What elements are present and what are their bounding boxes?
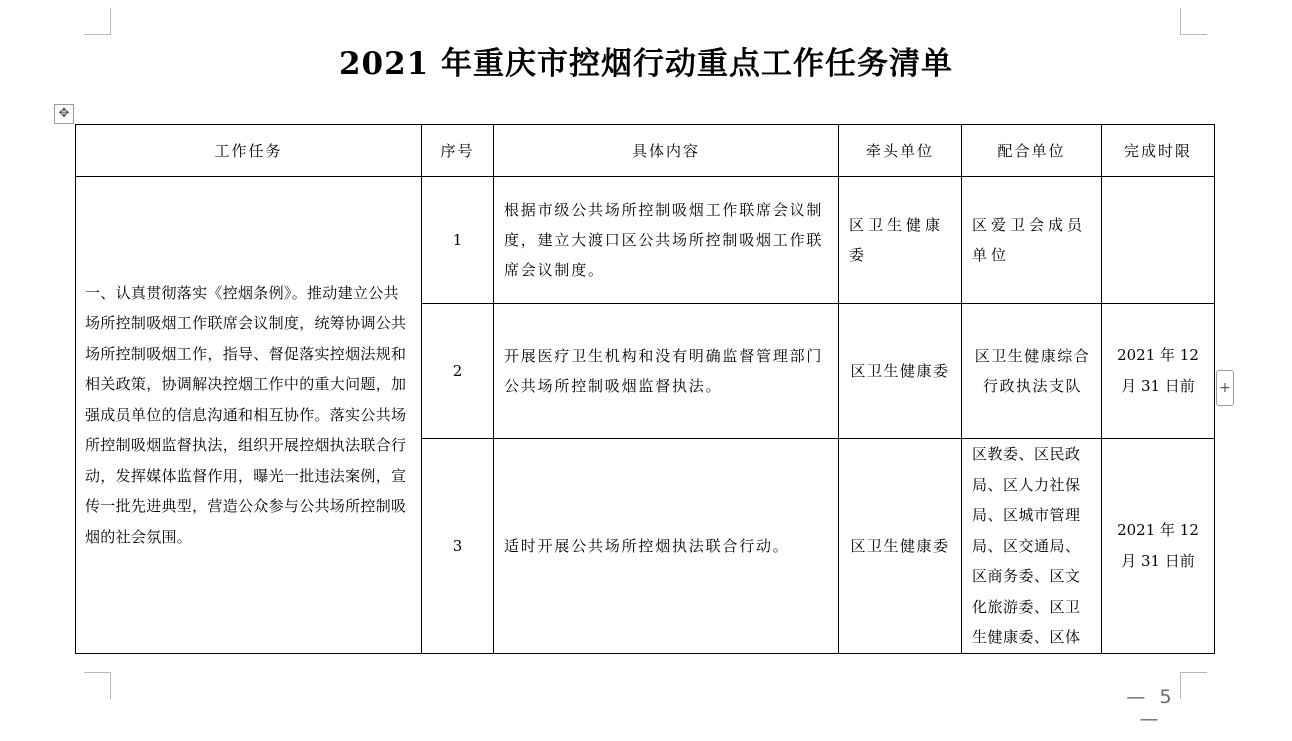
header-cooperating-unit: 配合单位: [962, 125, 1102, 177]
deadline-cell[interactable]: 2021 年 12 月 31 日前: [1102, 304, 1215, 439]
cooperating-unit-cell[interactable]: 区教委、区民政局、区人力社保局、区城市管理局、区交通局、区商务委、区文化旅游委、区卫生健康委、区体: [962, 439, 1102, 654]
add-row-icon[interactable]: +: [1216, 370, 1234, 406]
header-row: [76, 125, 1215, 177]
header-deadline: 完成时限: [1102, 125, 1215, 177]
content-cell[interactable]: 开展医疗卫生机构和没有明确监督管理部门公共场所控制吸烟监督执法。: [494, 304, 839, 439]
seq-cell[interactable]: 2: [422, 304, 494, 439]
content-cell[interactable]: 适时开展公共场所控烟执法联合行动。: [494, 439, 839, 654]
header-lead-unit: 牵头单位: [839, 125, 962, 177]
crop-mark-top-right: [1180, 8, 1207, 35]
header-task: 工作任务: [76, 125, 422, 177]
seq-cell[interactable]: 1: [422, 177, 494, 304]
task-group-cell[interactable]: 一、认真贯彻落实《控烟条例》。推动建立公共场所控制吸烟工作联席会议制度，统筹协调公共场所控制吸烟工作，指导、督促落实控烟法规和相关政策，协调解决控烟工作中的重大问题，加强成员单位的信息沟通和相互协作。落实公共场所控制吸烟监督执法，组织开展控烟执法联合行动，发挥媒体监督作用，曝光一批违法案例，宣传一批先进典型，营造公众参与公共场所控制吸烟的社会氛围。: [76, 177, 422, 654]
lead-unit-cell[interactable]: 区卫生健康委: [839, 304, 962, 439]
lead-unit-cell[interactable]: 区卫生健康委: [839, 177, 962, 304]
cooperating-unit-cell[interactable]: 区爱卫会成员单位: [962, 177, 1102, 304]
table-row: [76, 177, 1215, 304]
cooperating-unit-cell[interactable]: 区卫生健康综合行政执法支队: [962, 304, 1102, 439]
page-number: — 5 —: [1126, 686, 1176, 730]
task-table: [75, 124, 1215, 654]
header-content: 具体内容: [494, 125, 839, 177]
table-move-handle-icon[interactable]: ✥: [54, 104, 74, 124]
content-cell[interactable]: 根据市级公共场所控制吸烟工作联席会议制度，建立大渡口区公共场所控制吸烟工作联席会议制度。: [494, 177, 839, 304]
lead-unit-cell[interactable]: 区卫生健康委: [839, 439, 962, 654]
crop-mark-top-left: [84, 8, 111, 35]
deadline-cell[interactable]: 2021 年 12 月 31 日前: [1102, 439, 1215, 654]
deadline-cell[interactable]: [1102, 177, 1215, 304]
crop-mark-bottom-left: [84, 672, 111, 699]
seq-cell[interactable]: 3: [422, 439, 494, 654]
header-seq: 序号: [422, 125, 494, 177]
crop-mark-bottom-right: [1180, 672, 1207, 699]
page-title: 2021 年重庆市控烟行动重点工作任务清单: [338, 46, 954, 82]
